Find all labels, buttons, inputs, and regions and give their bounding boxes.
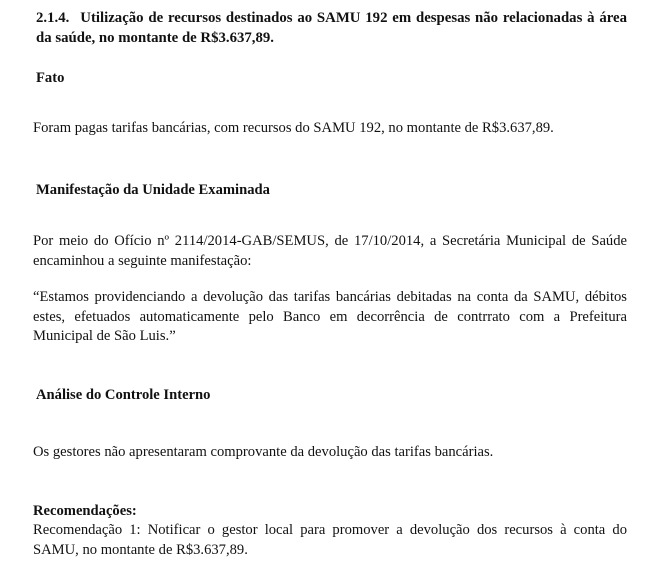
section-heading-fato: Fato bbox=[36, 70, 65, 86]
finding-title: Utilização de recursos destinados ao SAMU 192 em despesas não relacionadas à área da saúde, no montante de R$3.637,89. bbox=[36, 10, 627, 46]
manifestacao-quote: “Estamos providenciando a devolução das tarifas bancárias debitadas na conta da SAMU, débitos estes, efetuados automaticamente pelo Banco em decorrência de contrrato com a Prefeitura Municipal de São Luis.” bbox=[33, 289, 627, 344]
section-heading-recomendacoes: Recomendações: bbox=[33, 503, 137, 519]
section-body-recomendacoes: Recomendação 1: Notificar o gestor local para promover a devolução dos recursos à conta do SAMU, no montante de R$3.637,89. bbox=[33, 522, 627, 558]
section-heading-analise: Análise do Controle Interno bbox=[36, 387, 211, 403]
finding-heading bbox=[36, 8, 627, 48]
section-body-manifestacao: Por meio do Ofício nº 2114/2014-GAB/SEMUS, de 17/10/2014, a Secretária Municipal de Saúde encaminhou a seguinte manifestação: bbox=[33, 233, 627, 269]
section-body-fato: Foram pagas tarifas bancárias, com recursos do SAMU 192, no montante de R$3.637,89. bbox=[33, 120, 554, 136]
section-heading-manifestacao: Manifestação da Unidade Examinada bbox=[36, 182, 270, 198]
section-body-analise: Os gestores não apresentaram comprovante da devolução das tarifas bancárias. bbox=[33, 444, 494, 460]
finding-number: 2.1.4. bbox=[36, 10, 70, 26]
